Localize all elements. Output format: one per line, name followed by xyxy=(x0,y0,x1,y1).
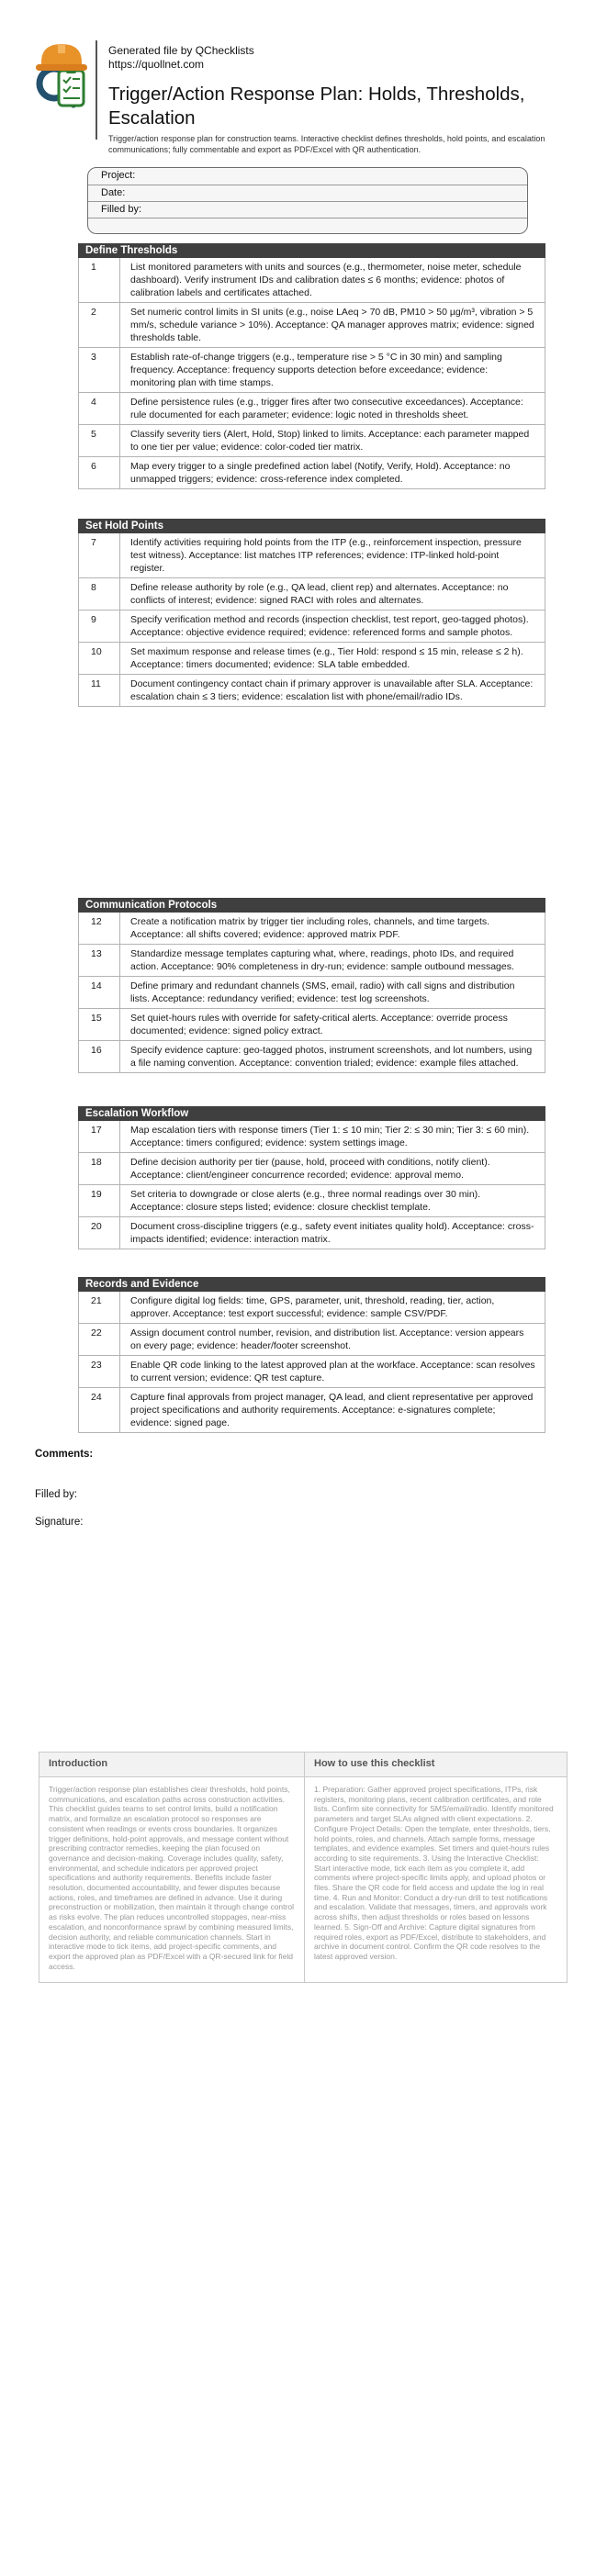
row-number: 15 xyxy=(79,1009,120,1040)
checklist-row xyxy=(78,913,545,945)
checklist-row xyxy=(78,610,545,643)
checklist-row xyxy=(78,1388,545,1433)
row-number: 16 xyxy=(79,1041,120,1072)
site-url: https://quollnet.com xyxy=(108,58,205,71)
row-text: Create a notification matrix by trigger tier including roles, channels, and time targets. Acceptance: all shifts covered; evidence: approved matrix PDF. xyxy=(130,916,490,940)
row-text: Specify evidence capture: geo-tagged photos, instrument screenshots, and lot numbers, using a file naming convention. Acceptance: convention trialed; evidence: example files attached. xyxy=(130,1045,533,1069)
row-number: 11 xyxy=(79,675,120,706)
row-number: 12 xyxy=(79,913,120,944)
row-number: 9 xyxy=(79,610,120,642)
howto-title: How to use this checklist xyxy=(305,1753,567,1777)
row-number: 20 xyxy=(79,1217,120,1249)
footer-info-block xyxy=(39,1752,568,1983)
row-text: Document cross-discipline triggers (e.g., safety event initiates quality hold). Acceptance: cross-impacts identified; evidence: interaction matrix. xyxy=(130,1221,534,1245)
row-number: 21 xyxy=(79,1292,120,1323)
row-number: 5 xyxy=(79,425,120,456)
checklist-row xyxy=(78,1356,545,1388)
section-header: Define Thresholds xyxy=(78,243,545,258)
row-number: 14 xyxy=(79,977,120,1008)
checklist-row xyxy=(78,348,545,393)
checklist-row xyxy=(78,303,545,348)
row-text: Define release authority by role (e.g., QA lead, client rep) and alternates. Acceptance: no conflicts of interest; evidence: signed RACI with roles and alternates. xyxy=(130,582,509,606)
row-number: 13 xyxy=(79,945,120,976)
checklist-row xyxy=(78,675,545,707)
checklist-row xyxy=(78,643,545,675)
row-number: 8 xyxy=(79,578,120,610)
checklist-row xyxy=(78,1121,545,1153)
row-text: Map escalation tiers with response timers (Tier 1: ≤ 10 min; Tier 2: ≤ 30 min; Tier 3: ≤ 60 min). Acceptance: timers configured; evidence: system settings image. xyxy=(130,1125,530,1148)
row-text: List monitored parameters with units and sources (e.g., thermometer, noise meter, schedule dashboard). Verify instrument IDs and calibration dates ≤ 6 months; evidence: photos of calibration labels and certificates attached. xyxy=(130,262,522,298)
page-title: Trigger/Action Response Plan: Holds, Thresholds, Escalation xyxy=(108,84,525,129)
section-define-thresholds xyxy=(78,243,545,489)
section-records-and-evidence xyxy=(78,1277,545,1433)
row-number: 24 xyxy=(79,1388,120,1432)
row-number: 2 xyxy=(79,303,120,347)
row-number: 23 xyxy=(79,1356,120,1387)
row-text: Standardize message templates capturing what, where, readings, photo IDs, and required action. Acceptance: 90% completeness in dry-run; evidence: sample outbound messages. xyxy=(130,948,514,972)
page-subtitle: Trigger/action response plan for construction teams. Interactive checklist defines thresholds, hold points, and escalation communications; fully commentable and export as PDF/Excel with QR authentication. xyxy=(108,134,545,154)
row-number: 3 xyxy=(79,348,120,392)
row-text: Set maximum response and release times (e.g., Tier Hold: respond ≤ 15 min, release ≤ 2 h). Acceptance: timers documented; evidence: SLA table embedded. xyxy=(130,646,523,670)
meta-field-row: Date: xyxy=(88,185,527,201)
checklist-row xyxy=(78,1324,545,1356)
checklist-row xyxy=(78,1009,545,1041)
row-text: Define persistence rules (e.g., trigger fires after two consecutive exceedances). Acceptance: rule documented for each parameter; evidence: logic noted in thresholds sheet. xyxy=(130,397,523,420)
checklist-row xyxy=(78,1185,545,1217)
generated-by-line: Generated file by QChecklists xyxy=(108,44,254,57)
logo-graphic xyxy=(30,40,93,112)
row-text: Define decision authority per tier (pause, hold, proceed with conditions, notify client). Acceptance: client/engineer concurrence recorded; evidence: approval memo. xyxy=(130,1157,490,1181)
row-text: Establish rate-of-change triggers (e.g., temperature rise > 5 °C in 30 min) and sampling frequency. Acceptance: frequency supports detection before exceedance; evidence: monitoring plan with time stamps. xyxy=(130,352,502,388)
hardhat-icon xyxy=(36,44,87,71)
meta-field-row: Project: xyxy=(101,170,136,181)
row-number: 22 xyxy=(79,1324,120,1355)
checklist-row xyxy=(78,457,545,489)
row-text: Capture final approvals from project manager, QA lead, and client representative per approved project specifications and authority requirements. Acceptance: e-signatures complete; evidence: signed page. xyxy=(130,1392,534,1428)
row-number: 18 xyxy=(79,1153,120,1184)
section-communication-protocols xyxy=(78,898,545,1073)
checklist-row xyxy=(78,1153,545,1185)
section-header: Communication Protocols xyxy=(78,898,545,913)
filled-by-label: Filled by: xyxy=(35,1489,78,1500)
row-number: 19 xyxy=(79,1185,120,1216)
row-number: 4 xyxy=(79,393,120,424)
row-number: 17 xyxy=(79,1121,120,1152)
signature-label: Signature: xyxy=(35,1517,84,1528)
checklist-row xyxy=(78,425,545,457)
checklist-row xyxy=(78,945,545,977)
row-number: 7 xyxy=(79,533,120,577)
introduction-column xyxy=(39,1753,305,1982)
section-set-hold-points xyxy=(78,519,545,707)
howto-text: 1. Preparation: Gather approved project specifications, ITPs, risk registers, monitoring plans, recent calibration certificates, and role lists. Confirm site connectivity for SMS/email/radio. Identify monitored parameters and target SLAs aligned with client expectations. 2. Configure Project Details: Open the template, enter thresholds, tiers, hold points, roles, and channels. Attach sample forms, message templates, and evidence examples. Set timers and quiet-hours rules according to site requirements. 3. Using the Interactive Checklist: Start interactive mode, tick each item as you complete it, add comments where project-specific limits apply, and upload photos or files. Share the QR code for field access and update the log in real time. 4. Run and Monitor: Conduct a dry-run drill to test notifications and escalation. Validate that messages, timers, and approvals work across shifts, then adjust thresholds or roles based on lessons learned. 5. Sign-Off and Archive: Capture digital signatures from required roles, export as PDF/Excel, distribute to stakeholders, and archive in document control. Confirm the QR code resolves to the latest approved version. xyxy=(314,1785,554,1961)
row-text: Set numeric control limits in SI units (e.g., noise LAeq > 70 dB, PM10 > 50 µg/m³, vibration > 5 mm/s, schedule variance > 10%). Acceptance: QA manager approves matrix; evidence: signed thresholds table. xyxy=(130,307,534,343)
checklist-row xyxy=(78,1292,545,1324)
section-header: Set Hold Points xyxy=(78,519,545,533)
row-text: Classify severity tiers (Alert, Hold, Stop) linked to limits. Acceptance: each parameter mapped to one tier per value; evidence: color-coded tier matrix. xyxy=(130,429,530,453)
row-text: Specify verification method and records (inspection checklist, test report, geo-tagged photos). Acceptance: objective evidence required; evidence: referenced forms and sample photos. xyxy=(130,614,529,638)
comments-label: Comments: xyxy=(35,1449,94,1460)
howto-column xyxy=(305,1753,567,1982)
section-escalation-workflow xyxy=(78,1106,545,1249)
clipboard-icon xyxy=(59,68,84,106)
row-text: Define primary and redundant channels (SMS, email, radio) with call signs and distribution lists. Acceptance: redundancy verified; evidence: test log screenshots. xyxy=(130,980,515,1004)
checklist-row xyxy=(78,1041,545,1073)
checklist-row xyxy=(78,393,545,425)
row-number: 10 xyxy=(79,643,120,674)
checklist-row xyxy=(78,1217,545,1249)
row-text: Map every trigger to a single predefined action label (Notify, Verify, Hold). Acceptance: no unmapped triggers; evidence: cross-reference index completed. xyxy=(130,461,511,485)
meta-field-row: Filled by: xyxy=(88,201,527,218)
row-number: 6 xyxy=(79,457,120,488)
row-text: Set criteria to downgrade or close alerts (e.g., three normal readings over 30 min). Acceptance: closure steps listed; evidence: closure checklist template. xyxy=(130,1189,481,1213)
introduction-title: Introduction xyxy=(39,1753,304,1777)
row-text: Configure digital log fields: time, GPS, parameter, unit, threshold, reading, tier, action, approver. Acceptance: test export successful; evidence: sample CSV/PDF. xyxy=(130,1295,495,1319)
checklist-row xyxy=(78,258,545,303)
checklist-row xyxy=(78,578,545,610)
row-number: 1 xyxy=(79,258,120,302)
row-text: Document contingency contact chain if primary approver is unavailable after SLA. Acceptance: escalation chain ≤ 3 tiers; evidence: escalation list with phone/email/radio IDs. xyxy=(130,678,534,702)
row-text: Set quiet-hours rules with override for safety-critical alerts. Acceptance: override process documented; evidence: signed policy extract. xyxy=(130,1013,508,1036)
checklist-row xyxy=(78,533,545,578)
introduction-text: Trigger/action response plan establishes clear thresholds, hold points, communications, and escalation paths across construction activities. This checklist guides teams to set control limits, build a notification matrix, and formalize an escalation protocol so responses are consistent when readings or events cross boundaries. It organizes trigger definitions, hold-point approvals, and message content without prescribing contractor remedies, keeping the plan focused on governance and decision-making. Coverage includes quality, safety, environmental, and schedule indicators per approved project specifications and authority requirements. Benefits include faster resolution, documented accountability, and fewer disputes because actions, roles, and timeframes are defined in advance. Use it during preconstruction or mobilization, then maintain it through change control as risks evolve. The plan reduces uncontrolled stoppages, near-miss escalation, and nonconformance sprawl by combining measured limits, decision authority, and reliable communication channels. Start in interactive mode to tick items, add project-specific comments, and export the approved plan as PDF/Excel with a QR-secured link for field access. xyxy=(49,1785,294,1971)
row-text: Identify activities requiring hold points from the ITP (e.g., reinforcement inspection, pressure test witness). Acceptance: list matches ITP references; evidence: ITP-linked hold-point register. xyxy=(130,537,522,574)
header-divider xyxy=(96,40,97,140)
row-text: Assign document control number, revision, and distribution list. Acceptance: version appears on every page; evidence: header/footer screenshot. xyxy=(130,1327,524,1351)
section-header: Escalation Workflow xyxy=(78,1106,545,1121)
project-meta-box xyxy=(87,167,528,234)
meta-field-row xyxy=(88,218,527,234)
section-header: Records and Evidence xyxy=(78,1277,545,1292)
checklist-row xyxy=(78,977,545,1009)
qchecklists-logo xyxy=(30,40,93,112)
row-text: Enable QR code linking to the latest approved plan at the workface. Acceptance: scan resolves to current version; evidence: QR test capture. xyxy=(130,1360,535,1383)
